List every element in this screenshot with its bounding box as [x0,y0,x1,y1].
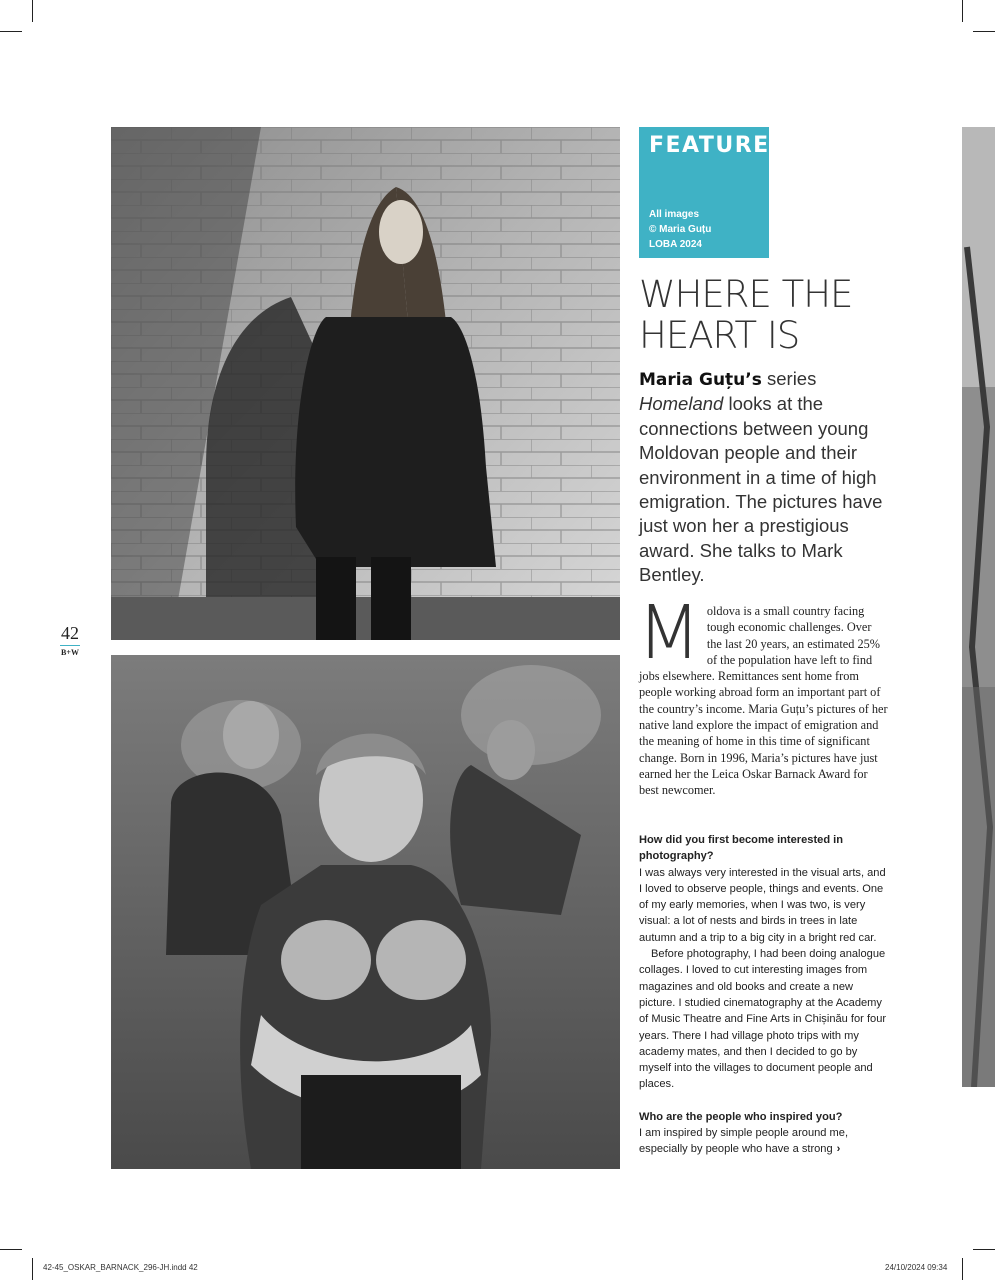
crop-mark [0,31,22,32]
intro-text: oldova is a small country facing tough economic challenges. Over the last 20 years, an estimated 25% of the population have left to find jobs elsewhere. Remittances sent home from people working abroad form an important part of the country’s income. Maria Guțu’s pictures of her native land explore the impact of emigration and the meaning of home in this time of significant change. Born in 1996, Maria’s pictures have just earned her the Leica Oskar Barnack Award for best newcomer. [639,604,888,798]
answer-text: I am inspired by simple people around me, especially by people who have a strong [639,1127,849,1156]
crop-mark [962,0,963,22]
credit-line: © Maria Guțu [649,224,712,235]
crop-mark [32,1258,33,1280]
headline-line: WHERE THE [639,273,853,316]
credit-line: All images [649,209,700,220]
standfirst-name: Maria Guțu’s [639,370,762,390]
section-label: FEATURE [649,133,770,158]
section-label-box [639,127,769,258]
page-number: 42 [61,623,79,643]
intro-paragraph [637,590,889,799]
slug-filename: 42-45_OSKAR_BARNACK_296-JH.indd 42 [43,1263,198,1272]
question: How did you first become interested in photography? [639,834,844,863]
credit-line: LOBA 2024 [649,239,702,250]
photo-girl-brick-wall [111,127,620,640]
image-credit [649,207,711,252]
continue-arrow-icon: › [836,1143,841,1156]
question: Who are the people who inspired you? [639,1110,843,1123]
answer-paragraph: I was always very interested in the visual arts, and I loved to observe people, things and events. One of my early memories, when I was two, is very visual: a lot of nests and birds in trees in late autumn and a trip to a big city in a bright red car. [639,866,886,944]
series-title: Homeland [639,393,724,415]
slug-timestamp: 24/10/2024 09:34 [885,1263,948,1272]
answer-paragraph [639,1125,891,1158]
drop-cap: M [637,590,701,676]
folio [56,624,84,657]
crop-mark [962,1258,963,1280]
crop-mark [973,1249,995,1250]
headline [639,274,879,356]
crop-mark [0,1249,22,1250]
standfirst [639,367,889,588]
standfirst-text: series [761,368,817,389]
crop-mark [32,0,33,22]
interview-body [639,832,891,1158]
standfirst-text: looks at the connections between young Moldovan people and their environment in a time of high emigration. The pictures have just won her a prestigious award. She talks to Mark Bentley. [639,393,883,586]
crop-mark [973,31,995,32]
headline-line: HEART IS [639,314,800,357]
answer-paragraph: Before photography, I had been doing analogue collages. I loved to cut interesting images from magazines and old books and create a new picture. I studied cinematography at the Academy of Music Theatre and Fine Arts in Chișinău for four years. There I had village photo trips with my academy mates, and then I decided to go by myself into the villages to document people and places. [639,948,887,1091]
folio-rule [60,645,80,646]
photo-boy-on-grass [111,655,620,1169]
photo-next-page-edge [962,127,995,1087]
magazine-mark: B+W [61,648,79,657]
